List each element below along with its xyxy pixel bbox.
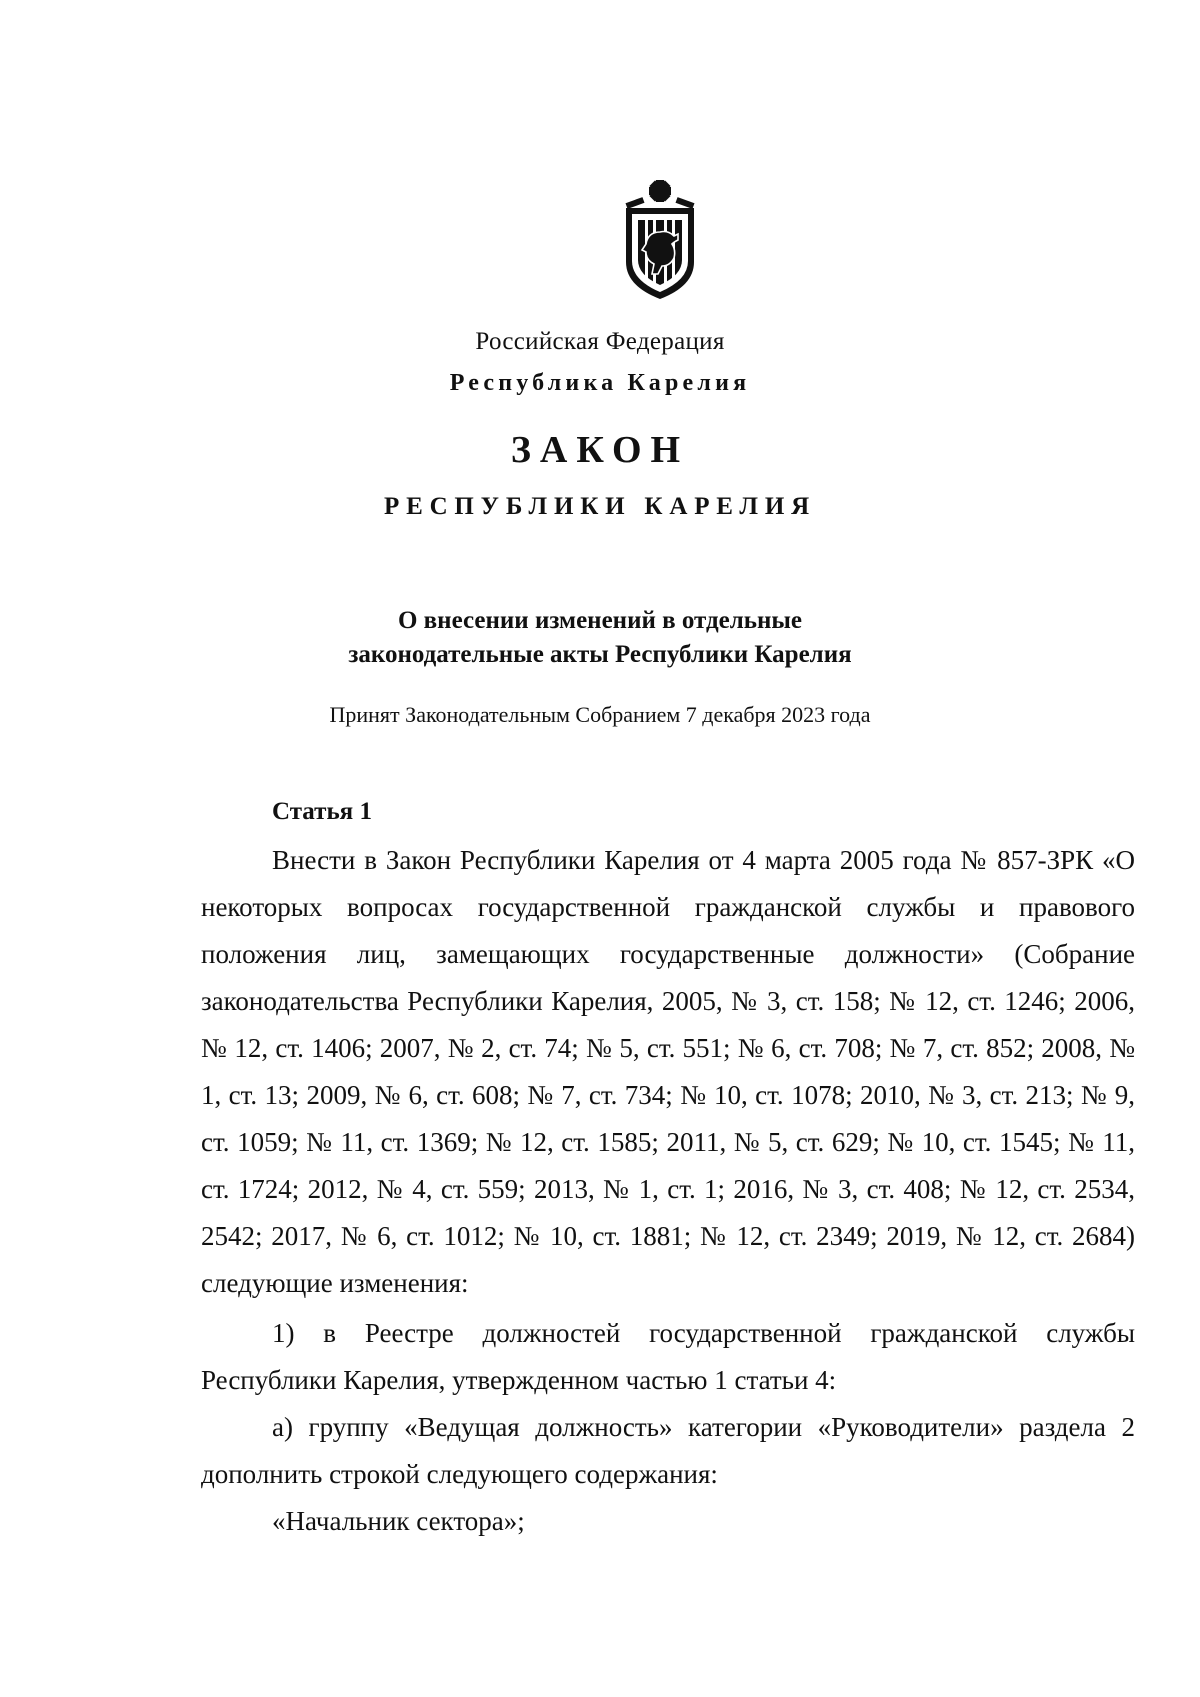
coat-of-arms-icon (618, 178, 702, 302)
article-paragraph: Внести в Закон Республики Карелия от 4 марта 2005 года № 857-ЗРК «О некоторых вопросах государственной гражданской службы и правового положения лиц, замещающих государственные должности» (Собрание законодательства Республики Карелия, 2005, № 3, ст. 158; № 12, ст. 1246; 2006, № 12, ст. 1406; 2007, № 2, ст. 74; № 5, ст. 551; № 6, ст. 708; № 7, ст. 852; 2008, № 1, ст. 13; 2009, № 6, ст. 608; № 7, ст. 734; № 10, ст. 1078; 2010, № 3, ст. 213; № 9, ст. 1059; № 11, ст. 1369; № 12, ст. 1585; 2011, № 5, ст. 629; № 10, ст. 1545; № 11, ст. 1724; 2012, № 4, ст. 559; 2013, № 1, ст. 1; 2016, № 3, ст. 408; № 12, ст. 2534, 2542; 2017, № 6, ст. 1012; № 10, ст. 1881; № 12, ст. 2349; 2019, № 12, ст. 2684) следующие изменения: (201, 845, 1135, 1298)
law-subject-line-2: законодательные акты Республики Карелия (348, 641, 852, 668)
republic-name: Республика Карелия (449, 370, 751, 396)
law-title: ЗАКОН (510, 429, 690, 471)
article-heading: Статья 1 (272, 798, 372, 825)
article-subitem: а) группу «Ведущая должность» категории «Руководители» раздела 2 дополнить строкой следующего содержания: (201, 1412, 1135, 1489)
article-item: 1) в Реестре должностей государственной гражданской службы Республики Карелия, утвержденном частью 1 статьи 4: (201, 1318, 1135, 1395)
inserted-line: «Начальник сектора»; (272, 1506, 525, 1536)
law-subject-line-1: О внесении изменений в отдельные (397, 607, 803, 634)
country-name: Российская Федерация (475, 328, 725, 355)
law-subtitle: РЕСПУБЛИКИ КАРЕЛИЯ (384, 493, 816, 520)
law-subject (0, 604, 1200, 672)
adoption-note: Принят Законодательным Собранием 7 декабря 2023 года (329, 702, 871, 727)
